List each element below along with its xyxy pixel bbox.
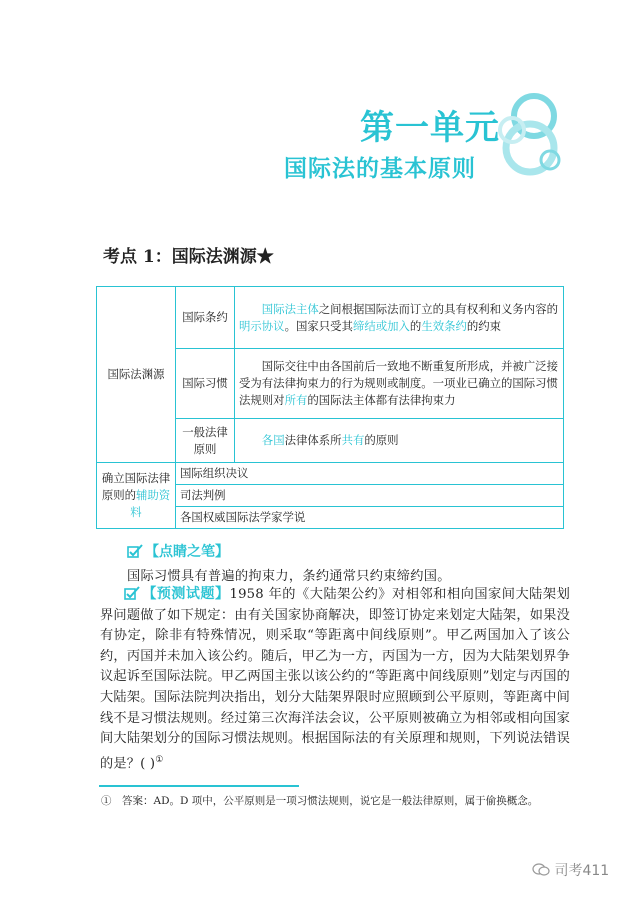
row-label-custom: 国际习惯 — [176, 349, 235, 419]
row-label-treaty: 国际条约 — [176, 287, 235, 349]
desc-text: 的约束 — [466, 318, 502, 333]
highlight-term: 明示协议 — [239, 318, 285, 333]
desc-text: 的原则 — [364, 433, 399, 447]
dianjing-label: 【点睛之笔】 — [145, 544, 229, 560]
dianjing-text: 国际习惯具有普遍的拘束力，条约通常只约束缔约国。 — [127, 569, 451, 584]
highlight-term: 生效条约 — [421, 318, 467, 333]
desc-text: 法律体系所 — [284, 433, 342, 447]
footnote-text: ① 答案：AD。D 项中，公平原则是一项习惯法规则，说它是一般法律原则，属于偷换概念。 — [101, 795, 539, 807]
row-desc-general-principles — [235, 419, 564, 463]
dianjing-heading — [127, 541, 229, 561]
highlight-term: 国际法主体 — [261, 301, 319, 316]
row-desc-treaty — [235, 287, 564, 349]
highlight-term: 所有 — [284, 393, 308, 407]
yuce-label: 【预测试题】 — [142, 586, 230, 602]
desc-text: 之间根据国际法而订立的具有权利和义务内容的 — [318, 301, 558, 316]
question-underline — [99, 785, 299, 787]
check-pen-icon — [127, 544, 143, 558]
desc-text: 。国家只受其 — [284, 318, 353, 333]
table-main-label: 国际法渊源 — [97, 287, 176, 463]
highlight-term: 缔结或加入 — [352, 318, 410, 333]
aux-item: 国际组织决议 — [176, 463, 564, 485]
desc-text: 的国际法主体都有法律拘束力 — [307, 393, 456, 407]
kaodian-title: 考点 1：国际法渊源★ — [103, 247, 274, 267]
unit-title: 第一单元 — [360, 108, 500, 148]
footnote-marker: ① — [155, 754, 164, 765]
aux-item: 各国权威国际法学家学说 — [176, 507, 564, 529]
row-desc-custom — [235, 349, 564, 419]
yuce-text: 1958 年的《大陆架公约》对相邻和相向国家间大陆架划界问题做了如下规定：由有关国家协商解决，即签订协定来划定大陆架，如果没有协定，除非有特殊情况，则采取“等距离中间线原则”。甲乙两国加入了该公约，丙国并未加入该公约。随后，甲乙为一方，丙国为一方，因为大陆架划界争议起诉至国际法院。甲乙两国主张以该公约的“等距离中间线原则”划定与丙国的大陆架。国际法院判决指出，划分大陆架界限时应照顾到公平原则，等距离中间线不是习惯法规则。经过第三次海洋法会议，公平原则被确立为相邻或相向国家间大陆架划分的国际习惯法规则。根据国际法的有关原理和规则，下列说法错误的是？( ) — [100, 587, 570, 772]
aux-label-highlight: 辅助资料 — [130, 488, 171, 519]
aux-item: 司法判例 — [176, 485, 564, 507]
highlight-term: 共有 — [341, 433, 365, 447]
row-label-general-principles: 一般法律原则 — [176, 419, 235, 463]
desc-text: 国际交往中由各国前后一致地不断重复所形成，并被广泛接受为有法律拘束力的行为规则或制度。一项业已确立的国际习惯法规则对 — [239, 359, 558, 407]
watermark — [532, 860, 609, 880]
chat-bubble-icon — [532, 863, 550, 877]
highlight-term: 各国 — [261, 433, 285, 447]
check-pen-icon — [124, 586, 140, 600]
sources-table — [96, 286, 564, 529]
watermark-text: 司考411 — [554, 863, 610, 879]
yuce-paragraph — [100, 584, 570, 775]
aux-label-text: 确立国际法律原则的 — [101, 471, 171, 502]
unit-subtitle: 国际法的基本原则 — [284, 156, 476, 182]
desc-text: 的 — [409, 318, 422, 333]
aux-label — [97, 463, 176, 529]
